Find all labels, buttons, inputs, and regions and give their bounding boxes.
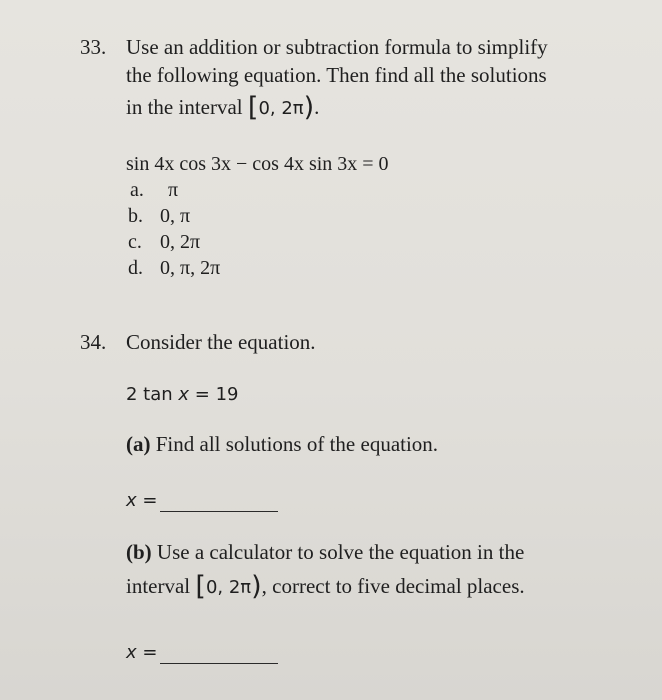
q34-part-b-interval-prefix: interval: [126, 574, 191, 598]
q33-number: 33.: [80, 35, 107, 59]
q33-choice-d-label: d.: [128, 257, 143, 279]
q34-part-b-line2: [126, 571, 525, 602]
q34-part-b-answer-label: x =: [126, 642, 158, 663]
q34-part-b-line1: [126, 542, 524, 563]
q34-part-b-answer-blank[interactable]: [160, 663, 278, 664]
q33-choice-a-text: π: [168, 179, 179, 201]
q34-prompt: Consider the equation.: [126, 330, 316, 354]
q34-part-b-label: (b): [126, 540, 152, 564]
q34-part-a-answer-label: x =: [126, 490, 158, 511]
q33-equation: sin 4x cos 3x − cos 4x sin 3x = 0: [126, 153, 389, 175]
q33-choice-b-label: b.: [128, 205, 143, 227]
q33-line3-suffix: .: [314, 95, 320, 119]
q33-choice-c-text: 0, 2π: [160, 231, 201, 253]
q33-text-line2: the following equation. Then find all the solutions: [126, 63, 547, 87]
q34-part-b-interval: [0, 2π): [195, 571, 262, 602]
q34-part-a-text: Find all solutions of the equation.: [155, 432, 439, 456]
q33-choice-a-label: a.: [130, 179, 144, 201]
q34-part-a: [126, 434, 438, 455]
q34-part-b-text: Use a calculator to solve the equation in the: [156, 540, 525, 564]
q33-choice-c-label: c.: [128, 231, 142, 253]
q34-part-b-line2-suffix: , correct to five decimal places.: [261, 574, 525, 598]
q33-text-line3: [126, 92, 320, 123]
q34-number: 34.: [80, 330, 107, 354]
q33-choice-d-text: 0, π, 2π: [160, 257, 221, 279]
q33-interval-prefix: in the interval: [126, 95, 243, 119]
q33-text-line1: Use an addition or subtraction formula to simplify: [126, 35, 548, 59]
q33-interval: [0, 2π): [247, 92, 315, 123]
q34-part-a-label: (a): [126, 432, 151, 456]
q34-part-a-answer-blank[interactable]: [160, 511, 278, 512]
q33-choice-b-text: 0, π: [160, 205, 191, 227]
q34-equation: 2 tan x = 19: [126, 384, 239, 405]
